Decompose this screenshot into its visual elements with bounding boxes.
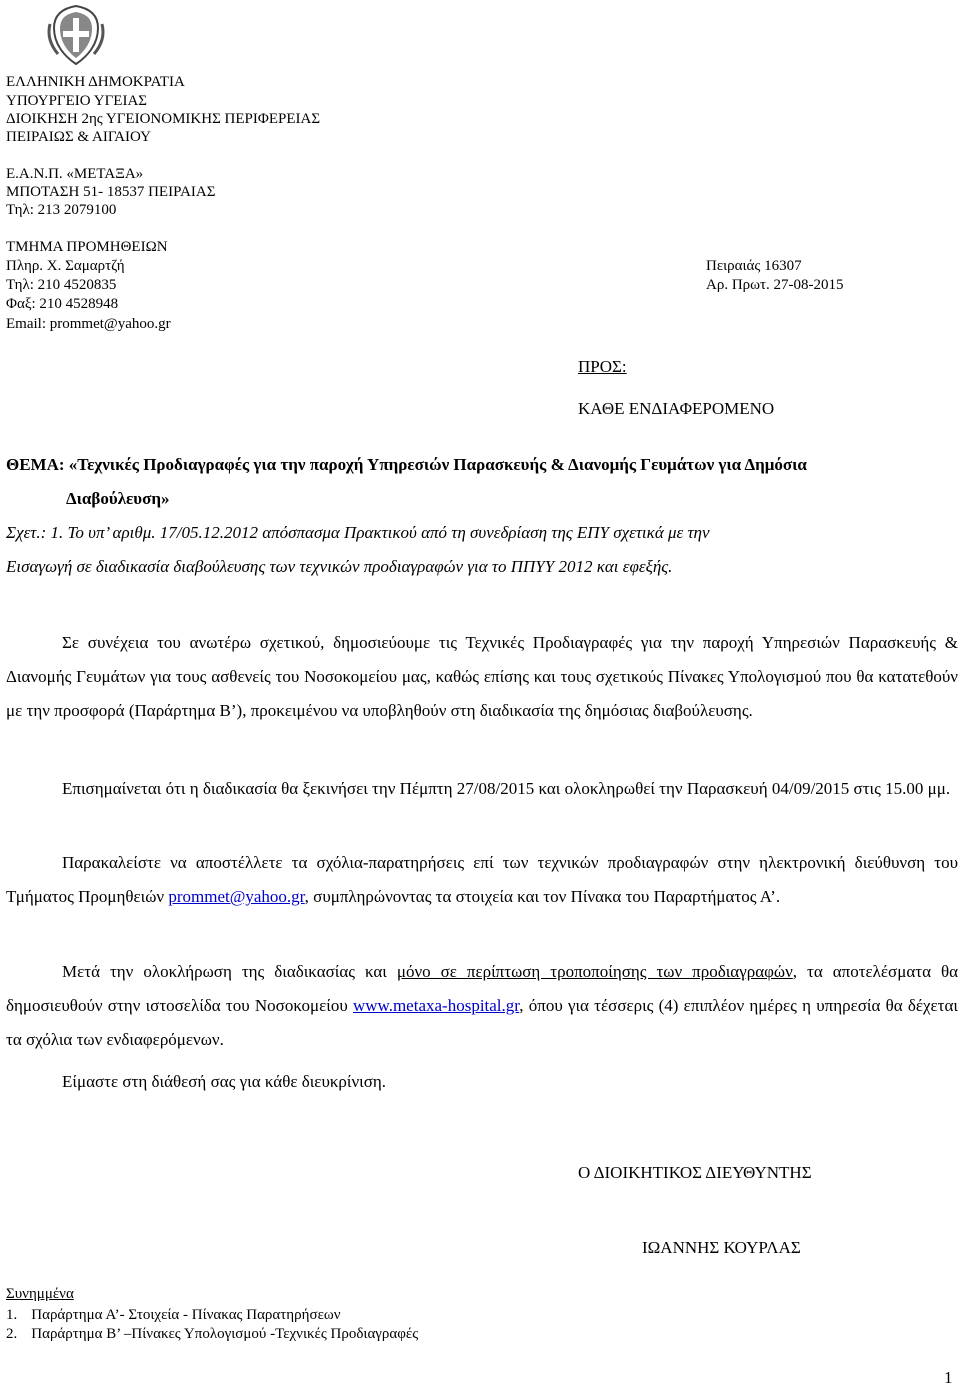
subject-line-2: Διαβούλευση» — [66, 489, 170, 508]
place-date: Πειραιάς 16307 — [706, 258, 802, 274]
website-link[interactable]: www.metaxa-hospital.gr — [352, 996, 520, 1015]
body-paragraph-3: Παρακαλείστε να αποστέλλετε τα σχόλια-παρατηρήσεις επί των τεχνικών προδιαγραφών στην ηλεκτρονική διεύθυνση του Τμήματος Προμηθειών prommet@yahoo.gr, συμπληρώνοντας τα στοιχεία και τον Πίνακα του Παραρτήματος Α’. — [6, 853, 958, 906]
contact-phone: Τηλ: 210 4520835 — [6, 277, 117, 293]
contact-fax: Φαξ: 210 4528948 — [6, 296, 119, 312]
page-number: 1 — [944, 1368, 953, 1387]
conditional-notice: μόνο σε περίπτωση τροποποίησης των προδιαγραφών — [396, 962, 793, 981]
attachment-item: 2. Παράρτημα Β’ –Πίνακες Υπολογισμού -Τεχνικές Προδιαγραφές — [6, 1326, 419, 1342]
signatory-title: Ο ΔΙΟΙΚΗΤΙΚΟΣ ΔΙΕΥΘΥΝΤΗΣ — [578, 1163, 812, 1182]
body-paragraph-2: Επισημαίνεται ότι η διαδικασία θα ξεκινήσει την Πέμπτη 27/08/2015 και ολοκληρωθεί την Παρασκευή 04/09/2015 στις 15.00 μμ. — [62, 779, 951, 798]
issuer-line-3: ΔΙΟΙΚΗΣΗ 2ης ΥΓΕΙΟΝΟΜΙΚΗΣ ΠΕΡΙΦΕΡΕΙΑΣ — [6, 111, 321, 127]
signatory-name: ΙΩΑΝΝΗΣ ΚΟΥΡΛΑΣ — [642, 1238, 801, 1257]
contact-email: Email: prommet@yahoo.gr — [6, 316, 171, 332]
department-name: ΤΜΗΜΑ ΠΡΟΜΗΘΕΙΩΝ — [6, 239, 168, 255]
issuer-line-1: ΕΛΛΗΝΙΚΗ ΔΗΜΟΚΡΑΤΙΑ — [6, 74, 185, 90]
hospital-address: ΜΠΟΤΑΣΗ 51- 18537 ΠΕΙΡΑΙΑΣ — [6, 184, 216, 200]
body-paragraph-1: Σε συνέχεια του ανωτέρω σχετικού, δημοσιεύουμε τις Τεχνικές Προδιαγραφές για την παροχή Υπηρεσιών Παρασκευής & Διανομής Γευμάτων για τους ασθενείς του Νοσοκομείου μας, καθώς επίσης και τους σχετικούς Πίνακες Υπολογισμού που θα κατατεθούν με την προσφορά (Παράρτημα Β’), προκειμένου να υποβληθούν στη διαδικασία της δημόσιας διαβούλευσης. — [6, 633, 958, 720]
recipient-name: ΚΑΘΕ ΕΝΔΙΑΦΕΡΟΜΕΝΟ — [578, 399, 775, 418]
body-paragraph-5: Είμαστε στη διάθεσή σας για κάθε διευκρίνιση. — [62, 1072, 387, 1091]
protocol-number: Αρ. Πρωτ. 27-08-2015 — [706, 277, 844, 293]
hospital-phone: Τηλ: 213 2079100 — [6, 202, 117, 218]
reference-line-2: Εισαγωγή σε διαδικασία διαβούλευσης των τεχνικών προδιαγραφών για το ΠΠΥΥ 2012 και εφεξής. — [6, 557, 673, 576]
greek-republic-emblem-icon — [44, 4, 108, 66]
attachment-item: 1. Παράρτημα Α’- Στοιχεία - Πίνακας Παρατηρήσεων — [6, 1307, 341, 1323]
email-link[interactable]: prommet@yahoo.gr — [168, 887, 305, 906]
attachments-label: Συνημμένα — [6, 1286, 74, 1302]
reference-line-1: Σχετ.: 1. Το υπ’ αριθμ. 17/05.12.2012 απόσπασμα Πρακτικού από τη συνεδρίαση της ΕΠΥ σχετικά με την — [6, 523, 710, 542]
hospital-name: Ε.Α.Ν.Π. «ΜΕΤΑΞΑ» — [6, 166, 144, 182]
body-paragraph-4: Μετά την ολοκλήρωση της διαδικασίας και μόνο σε περίπτωση τροποποίησης των προδιαγραφών, τα αποτελέσματα θα δημοσιευθούν στην ιστοσελίδα του Νοσοκομείου www.metaxa-hospital.gr, όπου για τέσσερις (4) επιπλέον ημέρες η υπηρεσία θα δέχεται τα σχόλια των ενδιαφερόμενων. — [6, 962, 958, 1049]
subject-line-1: ΘΕΜΑ: «Τεχνικές Προδιαγραφές για την παροχή Υπηρεσιών Παρασκευής & Διανομής Γευμάτων για Δημόσια — [6, 455, 807, 474]
issuer-line-4: ΠΕΙΡΑΙΩΣ & ΑΙΓΑΙΟΥ — [6, 129, 151, 145]
contact-person: Πληρ. Χ. Σαμαρτζή — [6, 258, 125, 274]
recipient-label: ΠΡΟΣ: — [578, 357, 627, 376]
issuer-line-2: ΥΠΟΥΡΓΕΙΟ ΥΓΕΙΑΣ — [6, 93, 148, 109]
